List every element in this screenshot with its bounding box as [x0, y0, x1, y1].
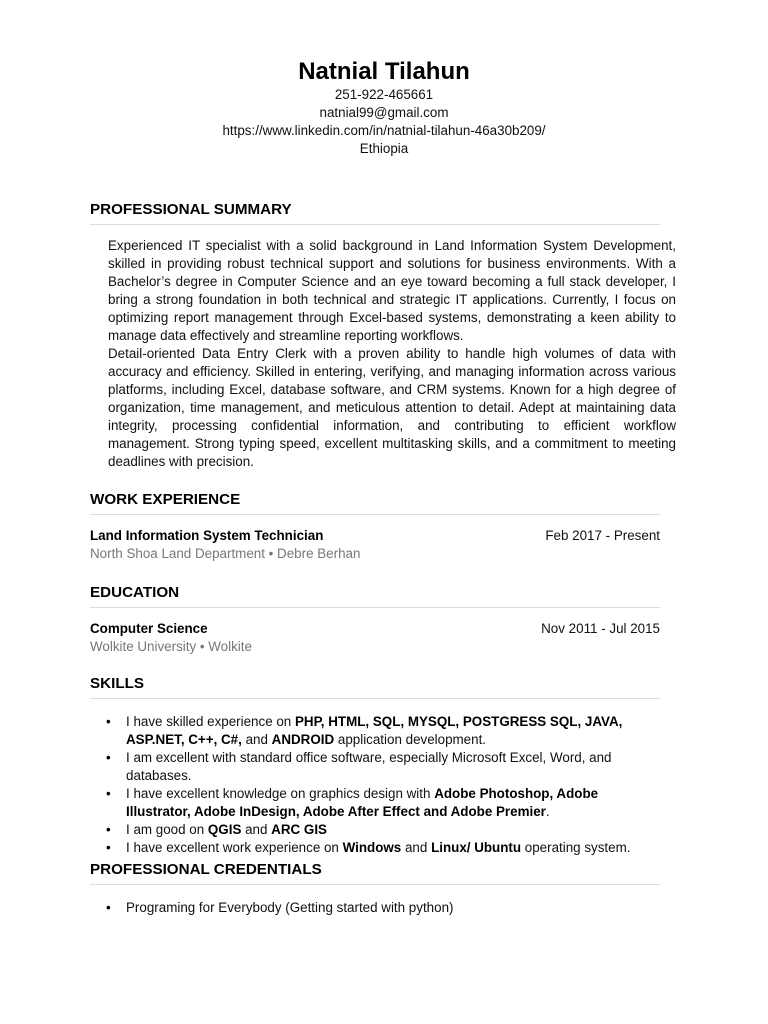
- education-entry: [90, 620, 660, 656]
- work-entry: [90, 527, 660, 563]
- skill-text: .: [545, 804, 550, 819]
- job-dates: Feb 2017 - Present: [545, 528, 660, 543]
- skill-text: I am good on: [126, 822, 208, 837]
- section-title-skills: SKILLS: [90, 675, 660, 699]
- work-experience-section: [90, 491, 660, 563]
- skill-item: [90, 713, 660, 749]
- skill-highlight: Linux/ Ubuntu: [431, 840, 522, 855]
- skill-highlight: Windows: [342, 840, 402, 855]
- phone-number: 251-922-465661: [334, 87, 434, 102]
- skill-text: I have excellent work experience on: [126, 840, 343, 855]
- education-dates: Nov 2011 - Jul 2015: [541, 621, 660, 636]
- skill-text: I have excellent knowledge on graphics design with: [126, 786, 435, 801]
- skill-text: I am excellent with standard office software, especially Microsoft Excel, Word, and databases.: [126, 750, 612, 783]
- credential-item: • Programing for Everybody (Getting started with python): [90, 899, 660, 917]
- skill-item: [90, 839, 660, 857]
- email-address: natnial99@gmail.com: [319, 105, 449, 120]
- skill-text: application development.: [334, 732, 487, 747]
- skill-text: and: [401, 840, 432, 855]
- skill-highlight: ARC GIS: [271, 822, 327, 837]
- education-organization: Wolkite University • Wolkite: [90, 639, 252, 654]
- summary-paragraph: Detail-oriented Data Entry Clerk with a proven ability to handle high volumes of data with accuracy and efficiency. Skilled in entering, verifying, and managing information across various platforms, including Excel, database software, and CRM systems. Known for a high degree of organization, time management, and meticulous attention to detail. Adept at maintaining data integrity, processing confidential information, and contributing to efficient workflow management. Strong typing speed, excellent multitasking skills, and a commitment to meeting deadlines with precision.: [108, 346, 676, 469]
- skill-text: operating system.: [521, 840, 631, 855]
- section-title-education: EDUCATION: [90, 584, 660, 608]
- education-section: [90, 584, 660, 656]
- linkedin-url: https://www.linkedin.com/in/natnial-tilahun-46a30b209/: [222, 123, 546, 138]
- professional-summary-section: [90, 201, 676, 471]
- skill-highlight: PHP, HTML, SQL, MYSQL, POSTGRESS SQL, JAVA, ASP.NET, C++, C#,: [126, 714, 623, 747]
- candidate-name: Natnial Tilahun: [298, 58, 470, 85]
- summary-text: [108, 237, 676, 471]
- resume-header: [0, 0, 768, 158]
- skills-list: [90, 713, 660, 857]
- section-title-credentials: PROFESSIONAL CREDENTIALS: [90, 861, 660, 885]
- skills-section: [90, 675, 660, 857]
- degree-title: Computer Science: [90, 621, 208, 636]
- skill-item: [90, 749, 660, 785]
- summary-paragraph: Experienced IT specialist with a solid background in Land Information System Development, skilled in providing robust technical support and solutions for business environments. With a Bachelor’s degree in Computer Science and an eye toward becoming a full stack developer, I bring a strong foundation in both technical and strategic IT applications. Currently, I focus on optimizing report management through Excel-based systems, demonstrating a keen ability to manage data effectively and streamline reporting workflows.: [108, 238, 676, 343]
- credentials-section: [90, 861, 660, 917]
- skill-highlight: ANDROID: [271, 732, 335, 747]
- job-title: Land Information System Technician: [90, 528, 324, 543]
- location: Ethiopia: [359, 141, 409, 156]
- credentials-list: [90, 899, 660, 917]
- section-title-work: WORK EXPERIENCE: [90, 491, 660, 515]
- skill-text: I have skilled experience on: [126, 714, 295, 729]
- skill-item: [90, 821, 660, 839]
- skill-item: [90, 785, 660, 821]
- skill-text: and: [241, 732, 272, 747]
- skill-highlight: QGIS: [207, 822, 242, 837]
- job-organization: North Shoa Land Department • Debre Berhan: [90, 546, 361, 561]
- skill-highlight: Adobe Photoshop, Adobe Illustrator, Adobe InDesign, Adobe After Effect and Adobe Premier: [126, 786, 599, 819]
- section-title-summary: PROFESSIONAL SUMMARY: [90, 201, 660, 225]
- skill-text: and: [241, 822, 272, 837]
